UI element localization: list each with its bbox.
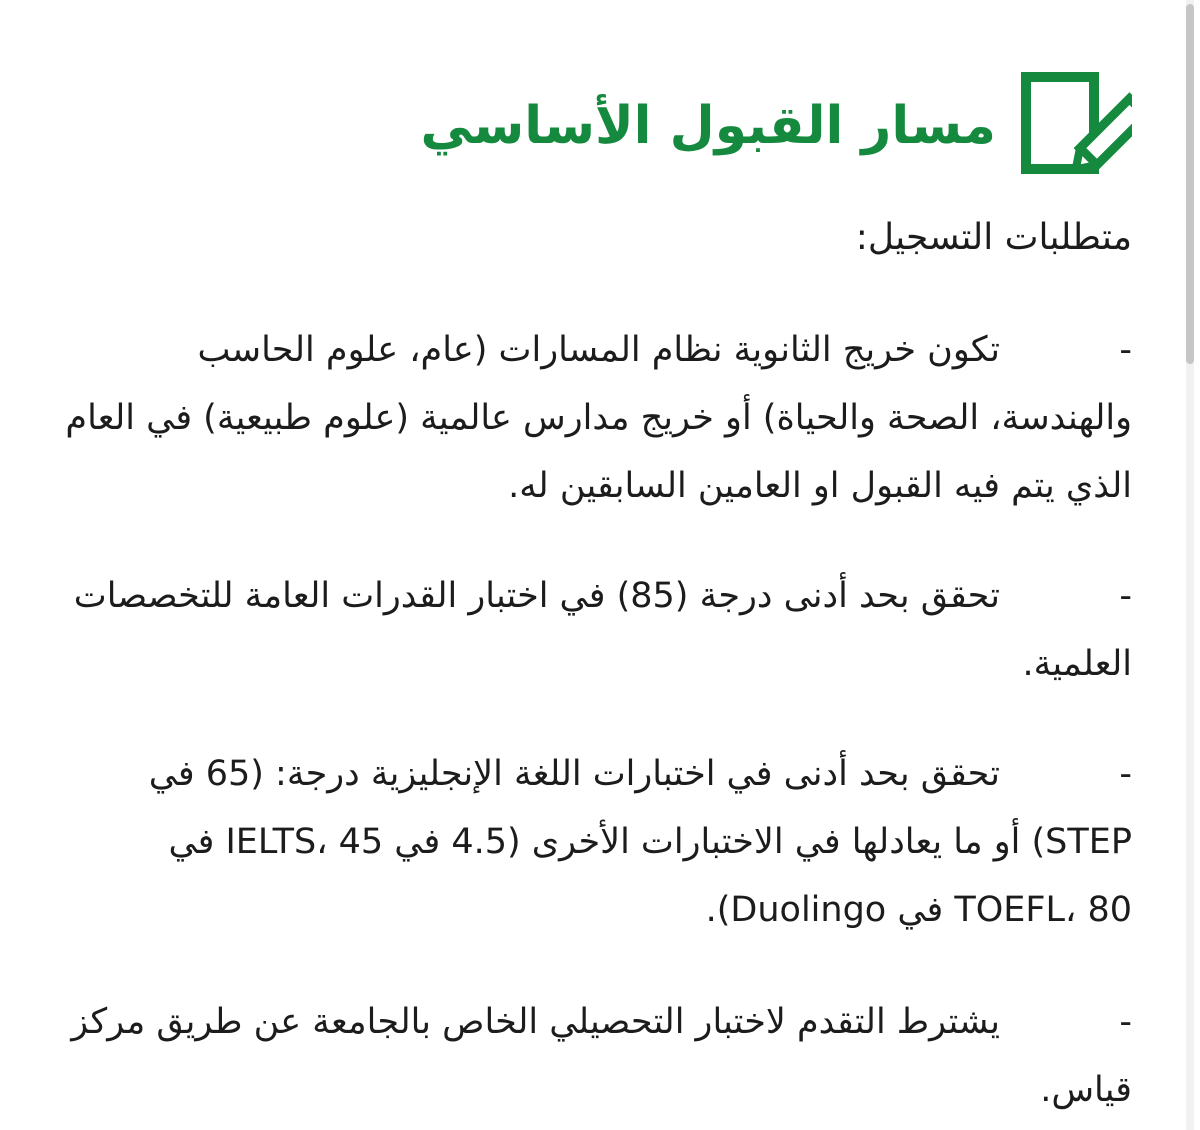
section-header xyxy=(60,62,1132,190)
bullet-dash: - xyxy=(1119,576,1132,616)
bullet-dash: - xyxy=(1119,754,1132,794)
section-subtitle: متطلبات التسجيل: xyxy=(855,217,1132,258)
document-edit-icon xyxy=(1020,71,1132,181)
requirement-item xyxy=(60,562,1132,698)
content-page xyxy=(60,0,1132,1130)
vertical-scrollbar[interactable] xyxy=(1186,0,1194,1130)
requirement-text: يشترط التقدم لاختبار التحصيلي الخاص بالجامعة عن طريق مركز قياس. xyxy=(71,1002,1132,1110)
requirement-text: تحقق بحد أدنى في اختبارات اللغة الإنجليزية درجة: (65 في STEP) أو ما يعادلها في الاختبارات الأخرى (4.5 في IELTS، 45 في TOEFL، 80 في Duolingo). xyxy=(148,754,1132,930)
requirement-text: تحقق بحد أدنى درجة (85) في اختبار القدرات العامة للتخصصات العلمية. xyxy=(73,576,1132,684)
requirement-item xyxy=(60,988,1132,1124)
bullet-dash: - xyxy=(1119,1002,1132,1042)
page-title: مسار القبول الأساسي xyxy=(420,96,996,156)
requirement-item xyxy=(60,316,1132,520)
requirement-text: تكون خريج الثانوية نظام المسارات (عام، علوم الحاسب والهندسة، الصحة والحياة) أو خريج مدارس عالمية (علوم طبيعية) في العام الذي يتم فيه القبول او العامين السابقين له. xyxy=(65,330,1132,506)
scrollbar-thumb[interactable] xyxy=(1186,4,1194,364)
requirement-item xyxy=(60,740,1132,944)
bullet-dash: - xyxy=(1119,330,1132,370)
